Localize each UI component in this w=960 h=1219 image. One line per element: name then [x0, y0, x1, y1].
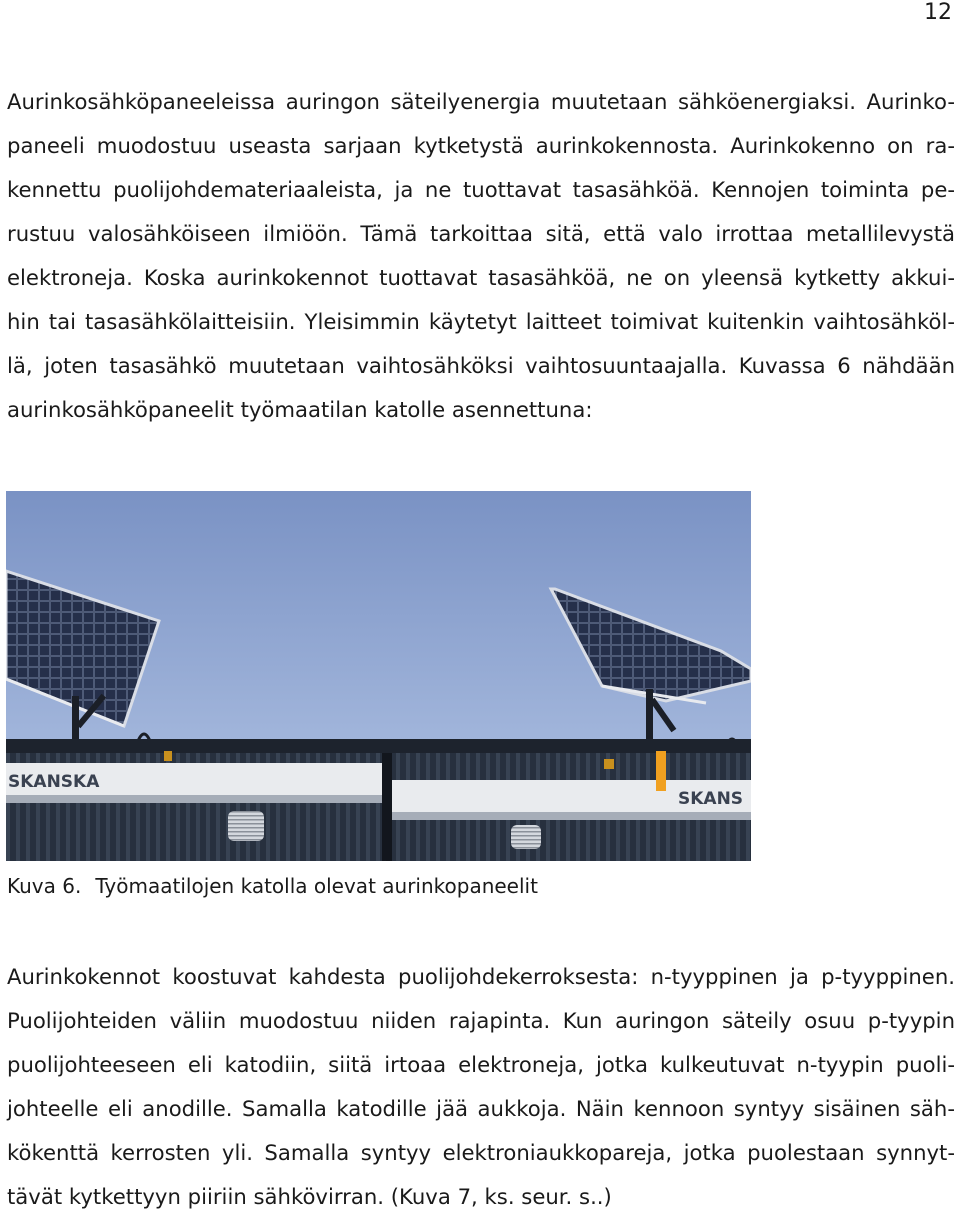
page-number: 12 — [924, 0, 952, 25]
paragraph-1-line: lä, joten tasasähkö muutetaan vaihtosähköksi vaihtosuuntaajalla. Kuvassa 6 nähdään — [7, 353, 955, 378]
figure-caption — [7, 874, 538, 898]
paragraph-1-line: hin tai tasasähkölaitteisiin. Yleisimmin käytetyt laitteet toimivat kuitenkin vaihtosähköl- — [7, 309, 955, 334]
paragraph-1-line: aurinkosähköpaneelit työmaatilan katolle asennettuna: — [7, 397, 593, 422]
paragraph-1-line: elektroneja. Koska aurinkokennot tuottavat tasasähköä, ne on yleensä kytketty akkui- — [7, 265, 955, 290]
figure-caption-text: Työmaatilojen katolla olevat aurinkopaneelit — [95, 874, 538, 898]
paragraph-1-line: paneeli muodostuu useasta sarjaan kytketystä aurinkokennosta. Aurinkokenno on ra- — [7, 133, 955, 158]
site-cabins — [6, 739, 751, 861]
paragraph-2-line: tävät kytkettyyn piiriin sähkövirran. (Kuva 7, ks. seur. s..) — [7, 1184, 612, 1209]
paragraph-2-line: Aurinkokennot koostuvat kahdesta puolijohdekerroksesta: n-tyyppinen ja p-tyyppinen. — [7, 964, 955, 989]
paragraph-2-line: puolijohteeseen eli katodiin, siitä irtoaa elektroneja, jotka kulkeutuvat n-tyypin puoli- — [7, 1052, 955, 1077]
paragraph-1-line: Aurinkosähköpaneeleissa auringon säteilyenergia muutetaan sähköenergiaksi. Aurinko- — [7, 89, 955, 114]
cabin-sign-right: SKANS — [678, 789, 744, 809]
paragraph-2 — [7, 955, 955, 1219]
paragraph-2-line: johteelle eli anodille. Samalla katodille jää aukkoja. Näin kennoon syntyy sisäinen säh- — [7, 1096, 955, 1121]
solar-panels-photo — [6, 491, 751, 861]
figure-caption-number: Kuva 6. — [7, 874, 82, 898]
paragraph-1-line: rustuu valosähköiseen ilmiöön. Tämä tarkoittaa sitä, että valo irrottaa metallilevystä — [7, 221, 955, 246]
paragraph-2-line: Puolijohteiden väliin muodostuu niiden rajapinta. Kun auringon säteily osuu p-tyypin — [7, 1008, 955, 1033]
paragraph-1 — [7, 80, 955, 432]
cabin-sign-left: SKANSKA — [8, 772, 100, 792]
paragraph-2-line: kökenttä kerrosten yli. Samalla syntyy elektroniaukkopareja, jotka puolestaan synnyt- — [7, 1140, 955, 1165]
paragraph-1-line: kennettu puolijohdemateriaaleista, ja ne tuottavat tasasähköä. Kennojen toiminta pe- — [7, 177, 955, 202]
